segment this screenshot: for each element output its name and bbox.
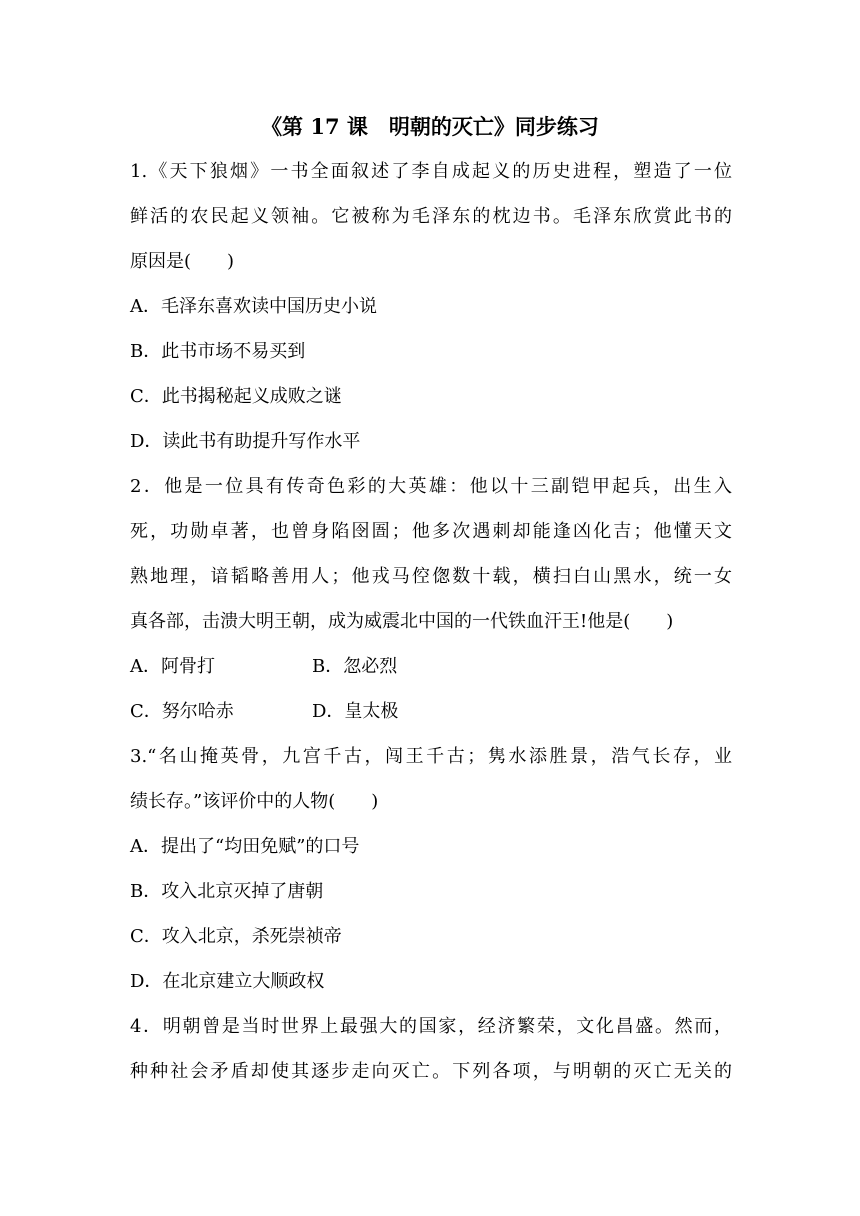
question-2-option-c: C．努尔哈赤 — [130, 701, 234, 722]
question-1-option-c: C．此书揭秘起义成败之谜 — [130, 386, 342, 407]
question-2-text-line-1: 2．他是一位具有传奇色彩的大英雄：他以十三副铠甲起兵，出生入 — [130, 476, 732, 497]
question-1-option-d: D．读此书有助提升写作水平 — [130, 431, 361, 452]
question-1-option-b: B．此书市场不易买到 — [130, 341, 306, 362]
question-2-text-line-3: 熟地理，谙韬略善用人；他戎马倥偬数十载，横扫白山黑水，统一女 — [130, 566, 732, 587]
question-1 — [130, 157, 732, 472]
question-3-option-d: D．在北京建立大顺政权 — [130, 971, 325, 992]
question-2-option-d: D．皇太极 — [312, 701, 399, 722]
document-body — [130, 157, 732, 1102]
question-1-text-line-2: 鲜活的农民起义领袖。它被称为毛泽东的枕边书。毛泽东欣赏此书的 — [130, 206, 732, 227]
question-3-text-line-1: 3.“名山掩英骨，九宫千古，闯王千古；隽水添胜景，浩气长存，业 — [130, 746, 732, 767]
document-title: 《第 17 课 明朝的灭亡》同步练习 — [261, 114, 599, 139]
question-1-text-line-1: 1.《天下狼烟》一书全面叙述了李自成起义的历史进程，塑造了一位 — [130, 161, 732, 182]
question-1-option-a: A．毛泽东喜欢读中国历史小说 — [130, 296, 377, 317]
question-2-option-b: B．忽必烈 — [312, 656, 398, 677]
question-2-text-line-2: 死，功勋卓著，也曾身陷囹圄；他多次遇刺却能逢凶化吉；他懂天文 — [130, 521, 732, 542]
question-3-option-c: C．攻入北京，杀死崇祯帝 — [130, 926, 342, 947]
question-2 — [130, 472, 732, 742]
question-3 — [130, 742, 732, 1012]
question-4-text-line-1: 4．明朝曾是当时世界上最强大的国家，经济繁荣，文化昌盛。然而， — [130, 1016, 732, 1037]
question-2-option-row-1 — [130, 652, 732, 697]
question-2-option-row-2 — [130, 697, 732, 742]
question-4 — [130, 1012, 732, 1102]
question-3-text-line-2: 绩长存。”该评价中的人物( ) — [130, 791, 379, 812]
question-4-text-line-2: 种种社会矛盾却使其逐步走向灭亡。下列各项，与明朝的灭亡无关的 — [130, 1061, 732, 1082]
question-3-option-b: B．攻入北京灭掉了唐朝 — [130, 881, 324, 902]
question-2-text-line-4: 真各部，击溃大明王朝，成为威震北中国的一代铁血汗王!他是( ) — [130, 611, 674, 632]
question-3-option-a: A．提出了“均田免赋”的口号 — [130, 836, 360, 857]
question-1-text-line-3: 原因是( ) — [130, 251, 235, 272]
question-2-option-a: A．阿骨打 — [130, 656, 215, 677]
